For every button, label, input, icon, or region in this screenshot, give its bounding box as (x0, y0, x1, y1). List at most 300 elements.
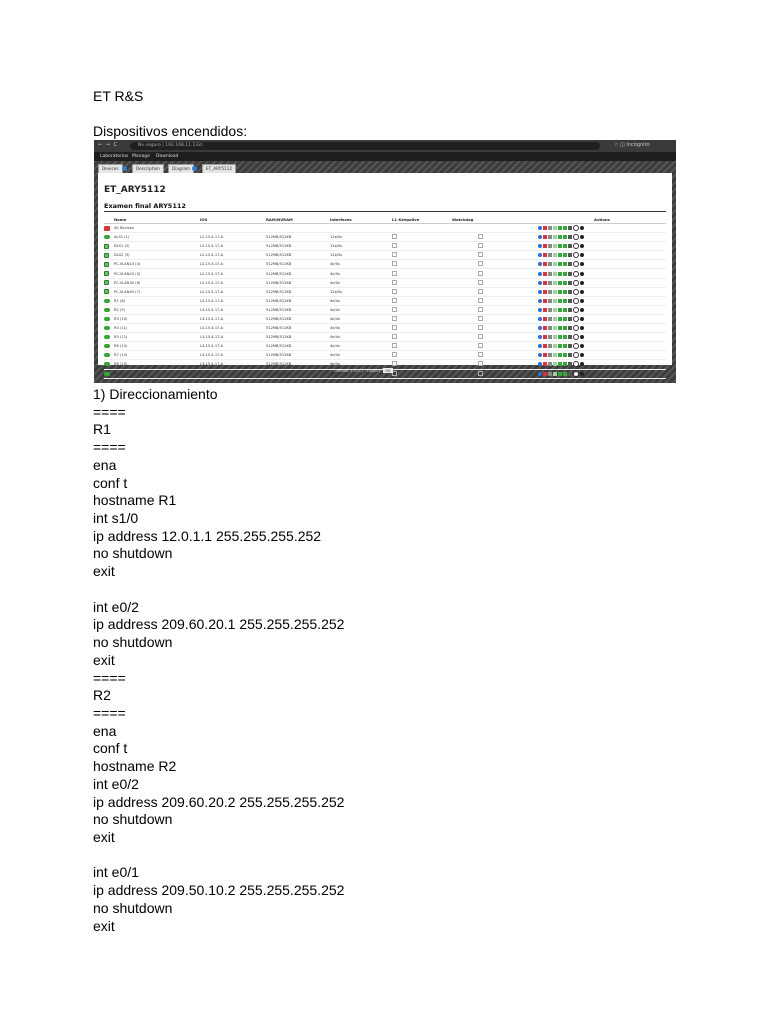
status-button: OK (385, 368, 391, 373)
watchdog-checkbox (478, 271, 483, 276)
action-icon (573, 243, 579, 249)
device-interfaces: 4e/4s (330, 344, 340, 349)
keepalive-checkbox (392, 298, 397, 303)
action-icon (553, 308, 557, 312)
device-name: All Devices (114, 226, 134, 231)
action-icons (538, 307, 584, 313)
column-header: L1 Keepalive (392, 216, 452, 224)
router-icon (104, 362, 110, 366)
text-line: int e0/2 (93, 598, 139, 615)
action-icon (543, 281, 547, 285)
action-icon (548, 253, 552, 257)
action-icon (568, 244, 572, 248)
device-interfaces: 4e/4s (330, 298, 340, 303)
action-icon (558, 335, 562, 339)
action-icon (580, 226, 584, 230)
document-title: ET R&S (93, 88, 144, 104)
table-row (104, 269, 666, 278)
status-text: Unetlab 1.0.0-2 · Logout (334, 368, 381, 373)
action-icon (558, 299, 562, 303)
section-label: Dispositivos encendidos: (93, 123, 248, 139)
watchdog-checkbox (478, 289, 483, 294)
action-icon (568, 372, 572, 376)
action-icon (543, 362, 547, 366)
device-ram: 512MB/512KB (266, 326, 292, 331)
keepalive-checkbox (392, 289, 397, 294)
action-icon (538, 372, 542, 376)
action-icon (558, 308, 562, 312)
action-icon (568, 281, 572, 285)
divider (104, 211, 666, 212)
device-ios: L2-15.4-17-A (200, 253, 224, 258)
action-icon (548, 308, 552, 312)
device-name: R2 (9) (114, 307, 126, 312)
action-icon (558, 290, 562, 294)
action-icon (568, 290, 572, 294)
table-row (104, 233, 666, 242)
action-icon (553, 226, 557, 230)
keepalive-checkbox (392, 243, 397, 248)
action-icons (538, 243, 584, 249)
device-interfaces: 4e/0s (330, 280, 340, 285)
action-icon (553, 235, 557, 239)
action-icon (538, 299, 542, 303)
action-icon (543, 253, 547, 257)
action-icon (558, 353, 562, 357)
action-icon (548, 281, 552, 285)
text-line (93, 581, 344, 599)
action-icon (563, 235, 567, 239)
device-ios: L3-15.4-17-A (200, 298, 224, 303)
keepalive-checkbox (392, 316, 397, 321)
action-icon (568, 326, 572, 330)
action-icon (543, 335, 547, 339)
action-icon (553, 272, 557, 276)
device-name: DLS2 (3) (114, 253, 130, 258)
column-header: Interfaces (330, 216, 392, 224)
device-ios: L3-15.4-17-A (200, 371, 224, 376)
action-icon (580, 326, 584, 330)
action-icon (548, 299, 552, 303)
watchdog-checkbox (478, 307, 483, 312)
action-icon (563, 244, 567, 248)
device-ram: 512MB/512KB (266, 262, 292, 267)
action-icon (543, 272, 547, 276)
device-ios: L3-15.4-17-A (200, 362, 224, 367)
action-icons (538, 289, 584, 295)
all-devices-icon (104, 226, 110, 231)
device-ram: 512MB/512KB (266, 298, 292, 303)
device-name: R1 (8) (114, 298, 126, 303)
multilayer-switch-icon (104, 244, 109, 249)
action-icon (548, 272, 552, 276)
action-icon (573, 271, 579, 277)
device-interfaces: 4e/4s (330, 316, 340, 321)
watchdog-checkbox (478, 325, 483, 330)
text-line (93, 847, 344, 865)
watchdog-checkbox (478, 334, 483, 339)
text-line: conf t (93, 474, 128, 491)
device-ios: L3-15.4-17-A (200, 307, 224, 312)
device-name: ALS1 (1) (114, 235, 130, 240)
action-icon (538, 317, 542, 321)
action-icon (553, 290, 557, 294)
action-icon (543, 317, 547, 321)
action-icon (538, 335, 542, 339)
action-icon (563, 326, 567, 330)
action-icon (573, 307, 579, 313)
text-line: 1) Direccionamiento (93, 386, 218, 402)
menu-item-download: Download (156, 154, 179, 159)
device-interfaces: 4e/0s (330, 262, 340, 267)
action-icon (543, 235, 547, 239)
router-icon (104, 326, 110, 330)
tab-description: Description (132, 164, 164, 173)
action-icon (580, 344, 584, 348)
action-icon (558, 272, 562, 276)
browser-address-bar: No seguro | 192.168.11.132/ (130, 142, 600, 150)
device-interfaces: 12e/0s (330, 253, 343, 258)
column-header: Actions (538, 216, 666, 224)
watchdog-checkbox (478, 261, 483, 266)
text-line: ip address 209.50.10.2 255.255.255.252 (93, 882, 345, 899)
keepalive-checkbox (392, 361, 397, 366)
action-icon (558, 262, 562, 266)
device-ram: 512MB/512KB (266, 307, 292, 312)
action-icon (580, 235, 584, 239)
action-icon (573, 316, 579, 322)
action-icon (553, 281, 557, 285)
action-icon (538, 308, 542, 312)
action-icon (538, 235, 542, 239)
text-line: R2 (93, 687, 111, 704)
pc-icon (104, 271, 109, 276)
device-name: PC-VLAN40 (7) (114, 289, 141, 294)
table-row (104, 278, 666, 287)
action-icon (580, 335, 584, 339)
device-name: R7 (14) (114, 353, 128, 358)
device-ram: 512MB/512KB (266, 371, 292, 376)
device-ios: L3-15.4-17-A (200, 335, 224, 340)
action-icon (563, 226, 567, 230)
table-row (104, 242, 666, 251)
keepalive-checkbox (392, 271, 397, 276)
router-icon (104, 344, 110, 348)
action-icon (563, 272, 567, 276)
action-icon (558, 235, 562, 239)
action-icon (568, 362, 572, 366)
device-ios: L2-15.4-17-A (200, 244, 224, 249)
text-line: exit (93, 828, 115, 845)
action-icon (548, 353, 552, 357)
tab-diagram: Diagram (168, 164, 194, 173)
watchdog-checkbox (478, 316, 483, 321)
browser-nav-icons: ← → C (98, 142, 119, 148)
action-icon (548, 362, 552, 366)
action-icon (543, 290, 547, 294)
action-icon (538, 290, 542, 294)
device-ram: 512MB/512KB (266, 235, 292, 240)
device-name: R9 (16) (114, 371, 128, 376)
text-line: ip address 209.60.20.1 255.255.255.252 (93, 616, 345, 633)
watchdog-checkbox (478, 343, 483, 348)
action-icon (568, 335, 572, 339)
action-icon (573, 298, 579, 304)
action-icon (563, 335, 567, 339)
action-icon (573, 234, 579, 240)
device-interfaces: 4e/4s (330, 307, 340, 312)
device-ram: 512MB/512KB (266, 344, 292, 349)
watchdog-checkbox (478, 298, 483, 303)
device-ios: L3-15.4-17-A (200, 344, 224, 349)
action-icon (580, 253, 584, 257)
device-ram: 512MB/512KB (266, 253, 292, 258)
keepalive-checkbox (392, 334, 397, 339)
action-icon (548, 290, 552, 294)
action-icons (538, 234, 584, 240)
devices-table (104, 216, 666, 379)
table-row (104, 260, 666, 269)
action-icon (543, 353, 547, 357)
action-icon (580, 262, 584, 266)
tab-devices: Devices (98, 164, 123, 173)
action-icon (568, 262, 572, 266)
action-icon (543, 299, 547, 303)
action-icon (558, 317, 562, 321)
device-ios: L2-15.4-17-A (200, 262, 224, 267)
action-icon (553, 335, 557, 339)
action-icon (563, 344, 567, 348)
text-line: no shutdown (93, 634, 173, 651)
pc-icon (104, 289, 109, 294)
column-header: Name (114, 216, 200, 224)
watchdog-checkbox (478, 252, 483, 257)
action-icon (558, 253, 562, 257)
text-line: no shutdown (93, 899, 173, 916)
action-icon (558, 362, 562, 366)
device-interfaces: 4e/4s (330, 335, 340, 340)
action-icon (568, 317, 572, 321)
browser-toolbar (94, 140, 676, 152)
action-icon (573, 334, 579, 340)
lab-name: ET_ARY5112 (104, 185, 166, 195)
action-icon (548, 317, 552, 321)
device-name: R8 (15) (114, 362, 128, 367)
action-icon (553, 244, 557, 248)
table-row (104, 287, 666, 296)
router-icon (104, 308, 110, 312)
action-icon (568, 344, 572, 348)
action-icon (573, 261, 579, 267)
action-icon (548, 335, 552, 339)
device-ios: L3-15.4-17-A (200, 316, 224, 321)
device-ios: L3-15.4-17-A (200, 353, 224, 358)
action-icon (538, 344, 542, 348)
router-icon (104, 335, 110, 339)
device-interfaces: 12e/0s (330, 235, 343, 240)
action-icon (573, 371, 579, 377)
text-line: hostname R2 (93, 758, 177, 775)
text-line: ==== (93, 403, 126, 420)
action-icon (543, 308, 547, 312)
text-line: ==== (93, 704, 126, 721)
action-icon (543, 372, 547, 376)
text-line: ena (93, 722, 117, 739)
action-icon (563, 262, 567, 266)
action-icons (538, 298, 584, 304)
action-icons (538, 261, 584, 267)
action-icon (568, 272, 572, 276)
action-icon (538, 272, 542, 276)
action-icon (580, 317, 584, 321)
device-name: DLS1 (2) (114, 244, 130, 249)
table-row (104, 305, 666, 314)
action-icon (563, 372, 567, 376)
keepalive-checkbox (392, 352, 397, 357)
watchdog-checkbox (478, 361, 483, 366)
action-icons (538, 343, 584, 349)
table-row (104, 333, 666, 342)
device-ios: L2-15.4-17-A (200, 289, 224, 294)
action-icon (553, 253, 557, 257)
menu-item-laboratorios: Laboratorios (100, 154, 129, 159)
text-line: ==== (93, 439, 126, 456)
device-ram: 512MB/512KB (266, 280, 292, 285)
keepalive-checkbox (392, 234, 397, 239)
watchdog-checkbox (478, 371, 483, 376)
watchdog-checkbox (478, 280, 483, 285)
action-icon (538, 326, 542, 330)
device-name: PC-VLAN20 (5) (114, 271, 141, 276)
text-line: int e0/1 (93, 864, 139, 881)
device-ram: 512MB/512KB (266, 289, 292, 294)
action-icons (538, 371, 584, 377)
keepalive-checkbox (392, 261, 397, 266)
device-name: R3 (10) (114, 316, 128, 321)
app-menu-bar (94, 152, 676, 161)
action-icons (538, 225, 584, 231)
action-icon (563, 362, 567, 366)
device-ram: 512MB/512KB (266, 353, 292, 358)
table-row (104, 296, 666, 305)
action-icon (558, 326, 562, 330)
text-line: exit (93, 917, 115, 934)
text-line: conf t (93, 740, 128, 757)
device-interfaces: 12e/0s (330, 244, 343, 249)
action-icon (543, 226, 547, 230)
action-icon (543, 244, 547, 248)
device-name: R5 (12) (114, 335, 128, 340)
text-line: no shutdown (93, 811, 173, 828)
table-row (104, 251, 666, 260)
action-icon (548, 244, 552, 248)
action-icon (568, 308, 572, 312)
text-line: ip address 12.0.1.1 255.255.255.252 (93, 527, 322, 544)
action-icon (553, 326, 557, 330)
text-line: exit (93, 651, 115, 668)
pc-icon (104, 262, 109, 267)
action-icon (573, 280, 579, 286)
action-icon (538, 253, 542, 257)
action-icon (573, 225, 579, 231)
device-interfaces: 4e/4s (330, 371, 340, 376)
pc-icon (104, 280, 109, 285)
table-row (104, 324, 666, 333)
action-icons (538, 361, 584, 367)
keepalive-checkbox (392, 325, 397, 330)
action-icon (568, 235, 572, 239)
device-name: R4 (11) (114, 326, 128, 331)
action-icon (553, 317, 557, 321)
browser-tools: ☆ ◫ Incógnito (614, 142, 650, 148)
device-interfaces: 4e/4s (330, 362, 340, 367)
router-icon (104, 317, 110, 321)
status-bar (334, 368, 393, 373)
column-header: Watchdog (452, 216, 538, 224)
text-line: ip address 209.60.20.2 255.255.255.252 (93, 793, 345, 810)
action-icon (538, 262, 542, 266)
action-icon (563, 317, 567, 321)
action-icons (538, 325, 584, 331)
text-line: ==== (93, 669, 126, 686)
text-line: no shutdown (93, 545, 173, 562)
action-icon (548, 344, 552, 348)
config-text (93, 386, 344, 935)
action-icon (568, 253, 572, 257)
keepalive-checkbox (392, 371, 397, 376)
action-icon (538, 226, 542, 230)
keepalive-checkbox (392, 252, 397, 257)
device-ram: 512MB/512KB (266, 244, 292, 249)
device-interfaces: 12e/0s (330, 289, 343, 294)
action-icon (558, 344, 562, 348)
watchdog-checkbox (478, 234, 483, 239)
action-icon (573, 343, 579, 349)
action-icons (538, 280, 584, 286)
device-ios: L2-15.4-17-A (200, 271, 224, 276)
device-ram: 512MB/512KB (266, 271, 292, 276)
embedded-screenshot (94, 140, 676, 383)
action-icon (538, 281, 542, 285)
action-icon (558, 226, 562, 230)
action-icon (543, 262, 547, 266)
action-icon (580, 290, 584, 294)
action-icon (548, 235, 552, 239)
text-line: R1 (93, 421, 111, 438)
menu-item-manage: Manage (132, 154, 150, 159)
action-icon (553, 262, 557, 266)
watchdog-checkbox (478, 243, 483, 248)
action-icon (563, 281, 567, 285)
action-icons (538, 252, 584, 258)
device-ios: L2-15.4-17-A (200, 235, 224, 240)
device-name: PC-VLAN30 (6) (114, 280, 141, 285)
action-icon (543, 344, 547, 348)
multilayer-switch-icon (104, 253, 109, 258)
text-line: int e0/2 (93, 775, 139, 792)
table-row (104, 314, 666, 323)
device-interfaces: 4e/0s (330, 271, 340, 276)
action-icons (538, 352, 584, 358)
device-ios: L3-15.4-17-A (200, 326, 224, 331)
tab-diagram-icon (192, 166, 197, 171)
action-icon (580, 299, 584, 303)
action-icon (573, 325, 579, 331)
action-icon (580, 353, 584, 357)
action-icon (548, 326, 552, 330)
switch-icon (104, 235, 110, 239)
action-icon (573, 252, 579, 258)
